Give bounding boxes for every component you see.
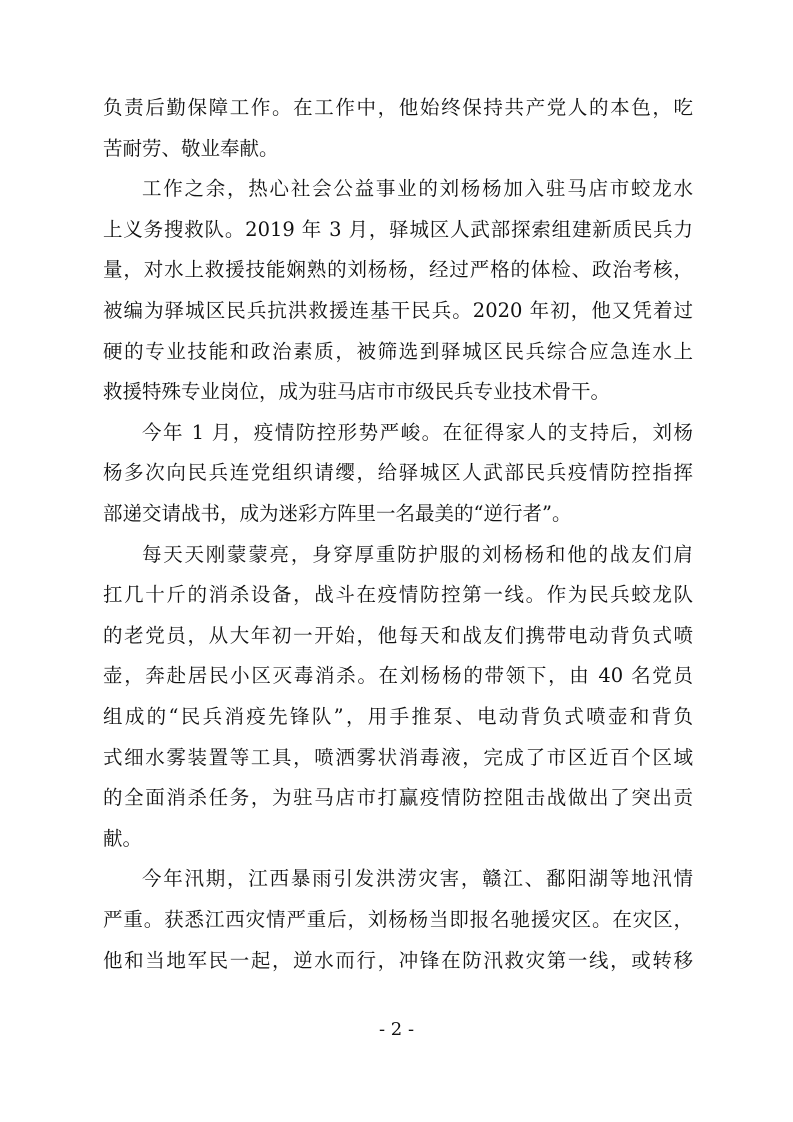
text-line: 上义务搜救队。2019 年 3 月，驿城区人武部探索组建新质民兵力	[103, 217, 693, 241]
text-line: 严重。获悉江西灾情严重后，刘杨杨当即报名驰援灾区。在灾区，	[103, 908, 693, 931]
text-line: 的老党员，从大年初一开始，他每天和战友们携带电动背负式喷	[103, 623, 693, 647]
text-line: 硬的专业技能和政治素质，被筛选到驿城区民兵综合应急连水上	[103, 339, 693, 363]
text-line: 救援特殊专业岗位，成为驻马店市市级民兵专业技术骨干。	[103, 380, 611, 404]
text-line: 今年汛期，江西暴雨引发洪涝灾害，赣江、鄱阳湖等地汛情	[142, 867, 693, 891]
page-number: - 2 -	[378, 1019, 415, 1040]
text-line: 献。	[103, 826, 143, 850]
text-line: 他和当地军民一起，逆水而行，冲锋在防汛救灾第一线，或转移	[103, 948, 693, 972]
text-line: 苦耐劳、敬业奉献。	[103, 136, 279, 160]
text-line: 量，对水上救援技能娴熟的刘杨杨，经过严格的体检、政治考核，	[103, 258, 693, 282]
text-line: 式细水雾装置等工具，喷洒雾状消毒液，完成了市区近百个区域	[103, 745, 693, 769]
text-line: 壶，奔赴居民小区灭毒消杀。在刘杨杨的带领下，由 40 名党员	[103, 664, 693, 688]
text-line: 工作之余，热心社会公益事业的刘杨杨加入驻马店市蛟龙水	[142, 177, 693, 201]
text-line: 每天天刚蒙蒙亮，身穿厚重防护服的刘杨杨和他的战友们肩	[142, 542, 693, 566]
text-line: 杨多次向民兵连党组织请缨，给驿城区人武部民兵疫情防控指挥	[103, 461, 693, 485]
text-line: 负责后勤保障工作。在工作中，他始终保持共产党人的本色，吃	[103, 96, 693, 119]
text-line: 今年 1 月，疫情防控形势严峻。在征得家人的支持后，刘杨	[142, 420, 693, 444]
text-line: 部递交请战书，成为迷彩方阵里一名最美的“逆行者”。	[103, 502, 572, 525]
text-line: 的全面消杀任务，为驻马店市打赢疫情防控阻击战做出了突出贡	[103, 786, 693, 810]
text-line: 被编为驿城区民兵抗洪救援连基干民兵。2020 年初，他又凭着过	[103, 299, 693, 322]
text-line: 扛几十斤的消杀设备，战斗在疫情防控第一线。作为民兵蛟龙队	[103, 583, 693, 607]
text-line: 组成的“民兵消疫先锋队”，用手推泵、电动背负式喷壶和背负	[103, 705, 693, 728]
